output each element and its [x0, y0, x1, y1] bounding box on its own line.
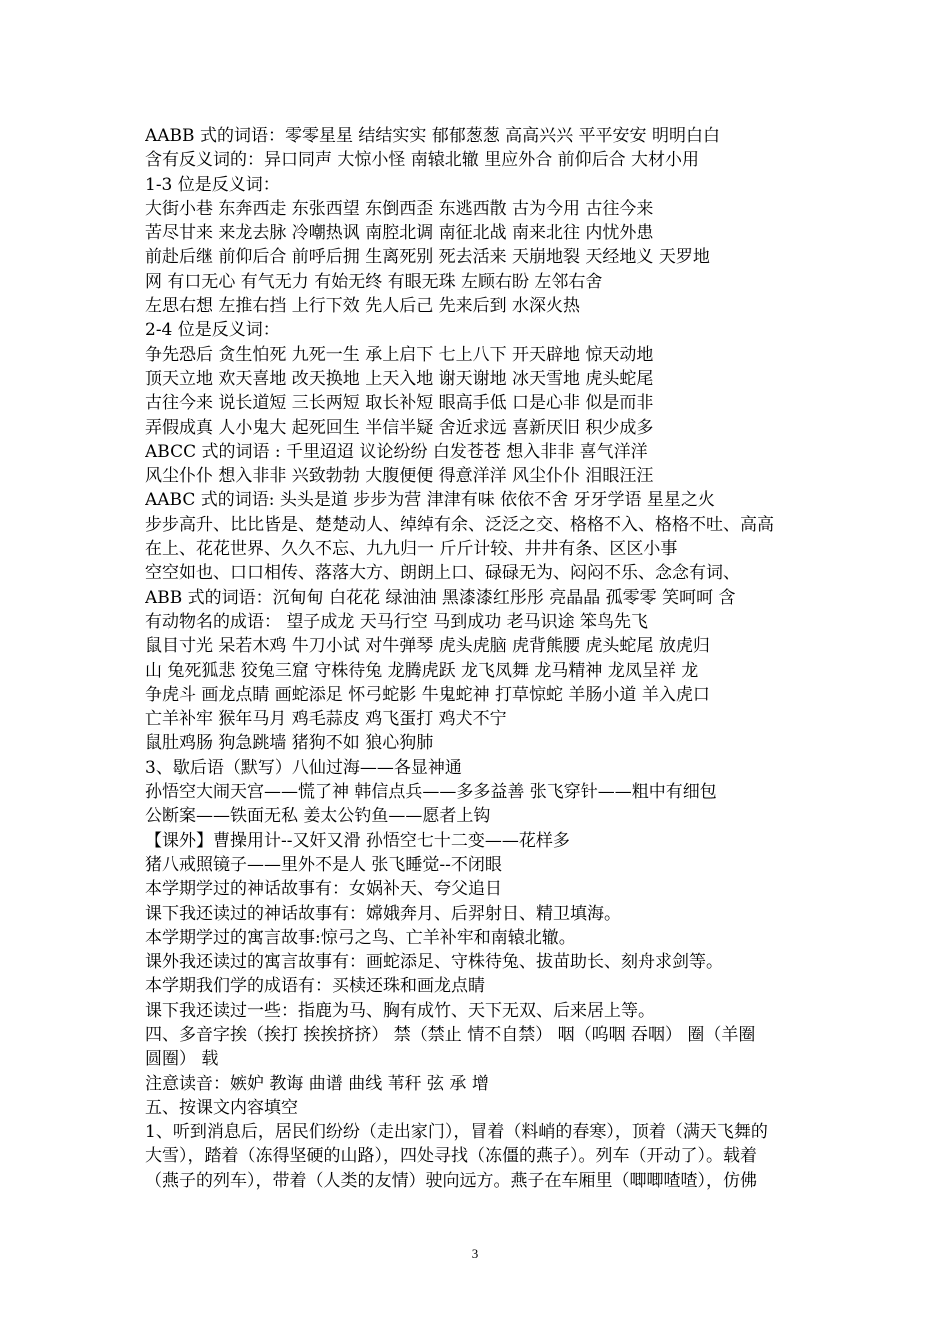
text-line: 1-3 位是反义词： — [145, 174, 280, 195]
text-line: 争虎斗 画龙点睛 画蛇添足 怀弓蛇影 牛鬼蛇神 打草惊蛇 羊肠小道 羊入虎口 — [145, 684, 710, 705]
text-line: 本学期学过的神话故事有：女娲补天、夸父追日 — [145, 879, 502, 900]
text-line: 四、多音字挨（挨打 挨挨挤挤） 禁（禁止 情不自禁） 咽（呜咽 吞咽） 圈（羊圈 — [145, 1024, 756, 1045]
text-line: 五、按课文内容填空 — [145, 1097, 298, 1118]
text-line: 亡羊补牢 猴年马月 鸡毛蒜皮 鸡飞蛋打 鸡犬不宁 — [145, 709, 507, 730]
text-line: 圆圈） 载 — [145, 1049, 219, 1070]
text-line: 3、歇后语（默写）八仙过海——各显神通 — [145, 757, 462, 778]
document-body — [145, 124, 810, 1193]
text-line: 鼠目寸光 呆若木鸡 牛刀小试 对牛弹琴 虎头虎脑 虎背熊腰 虎头蛇尾 放虎归 — [145, 636, 710, 657]
text-line: 争先恐后 贪生怕死 九死一生 承上启下 七上八下 开天辟地 惊天动地 — [145, 344, 654, 365]
text-line: AABC 式的词语: 头头是道 步步为营 津津有味 依依不舍 牙牙学语 星星之火 — [145, 490, 715, 511]
text-line: 苦尽甘来 来龙去脉 冷嘲热讽 南腔北调 南征北战 南来北往 内忧外患 — [145, 223, 654, 244]
text-line: 左思右想 左推右挡 上行下效 先人后己 先来后到 水深火热 — [145, 296, 581, 317]
text-line: 课外我还读过的寓言故事有：画蛇添足、守株待兔、拔苗助长、刻舟求剑等。 — [145, 952, 723, 973]
text-line: 注意读音：嫉妒 教诲 曲谱 曲线 苇秆 弦 承 增 — [145, 1073, 489, 1094]
text-line: AABB 式的词语：零零星星 结结实实 郁郁葱葱 高高兴兴 平平安安 明明白白 — [145, 126, 720, 146]
text-line: 本学期学过的寓言故事:惊弓之鸟、亡羊补牢和南辕北辙。 — [145, 927, 576, 948]
page-number: 3 — [471, 1246, 479, 1261]
text-line: 本学期我们学的成语有：买椟还珠和画龙点睛 — [145, 976, 485, 997]
text-line: 山 兔死狐悲 狡兔三窟 守株待兔 龙腾虎跃 龙飞凤舞 龙马精神 龙凤呈祥 龙 — [145, 660, 699, 681]
text-line: 前赴后继 前仰后合 前呼后拥 生离死别 死去活来 天崩地裂 天经地义 天罗地 — [145, 247, 710, 268]
text-line: 2-4 位是反义词： — [145, 320, 280, 341]
text-line: 大街小巷 东奔西走 东张西望 东倒西歪 东逃西散 古为今用 古往今来 — [145, 198, 654, 219]
text-line: 古往今来 说长道短 三长两短 取长补短 眼高手低 口是心非 似是而非 — [145, 393, 654, 414]
text-line: 在上、花花世界、久久不忘、九九归一 斤斤计较、井井有条、区区小事 — [145, 539, 678, 560]
text-line: 【课外】曹操用计--又奸又滑 孙悟空七十二变——花样多 — [145, 830, 570, 851]
text-line: 有动物名的成语： 望子成龙 天马行空 马到成功 老马识途 笨鸟先飞 — [145, 611, 649, 632]
text-line: 鼠肚鸡肠 狗急跳墙 猪狗不如 狼心狗肺 — [145, 733, 434, 754]
text-line: 步步高升、比比皆是、楚楚动人、绰绰有余、泛泛之交、格格不入、格格不吐、高高 — [145, 514, 774, 535]
text-line: 大雪），踏着（冻得坚硬的山路），四处寻找（冻僵的燕子）。列车（开动了）。载着 — [145, 1146, 757, 1167]
text-line: 公断案——铁面无私 姜太公钓鱼——愿者上钩 — [145, 806, 491, 827]
text-line: 空空如也、口口相传、落落大方、朗朗上口、碌碌无为、闷闷不乐、念念有词、 — [145, 563, 740, 584]
text-line: ABB 式的词语：沉甸甸 白花花 绿油油 黑漆漆红彤彤 亮晶晶 孤零零 笑呵呵 含 — [145, 587, 736, 608]
text-line: 网 有口无心 有气无力 有始无终 有眼无珠 左顾右盼 左邻右舍 — [145, 271, 603, 292]
text-line: ABCC 式的词语 : 千里迢迢 议论纷纷 白发苍苍 想入非非 喜气洋洋 — [145, 441, 648, 462]
text-line: 弄假成真 人小鬼大 起死回生 半信半疑 舍近求远 喜新厌旧 积少成多 — [145, 417, 654, 438]
text-line: 1、听到消息后，居民们纷纷（走出家门），冒着（料峭的春寒），顶着（满天飞舞的 — [145, 1122, 768, 1143]
text-line: 风尘仆仆 想入非非 兴致勃勃 大腹便便 得意洋洋 风尘仆仆 泪眼汪汪 — [145, 466, 654, 487]
text-line: 顶天立地 欢天喜地 改天换地 上天入地 谢天谢地 冰天雪地 虎头蛇尾 — [145, 368, 654, 389]
text-line: 课下我还读过的神话故事有：嫦娥奔月、后羿射日、精卫填海。 — [145, 903, 621, 924]
text-line: 课下我还读过一些：指鹿为马、胸有成竹、天下无双、后来居上等。 — [145, 1000, 655, 1021]
text-line: （燕子的列车），带着（人类的友情）驶向远方。燕子在车厢里（唧唧喳喳），仿佛 — [145, 1170, 757, 1191]
text-line: 孙悟空大闹天宫——慌了神 韩信点兵——多多益善 张飞穿针——粗中有细包 — [145, 782, 717, 803]
text-line: 猪八戒照镜子——里外不是人 张飞睡觉--不闭眼 — [145, 854, 502, 875]
text-line: 含有反义词的：异口同声 大惊小怪 南辕北辙 里应外合 前仰后合 大材小用 — [145, 150, 700, 171]
